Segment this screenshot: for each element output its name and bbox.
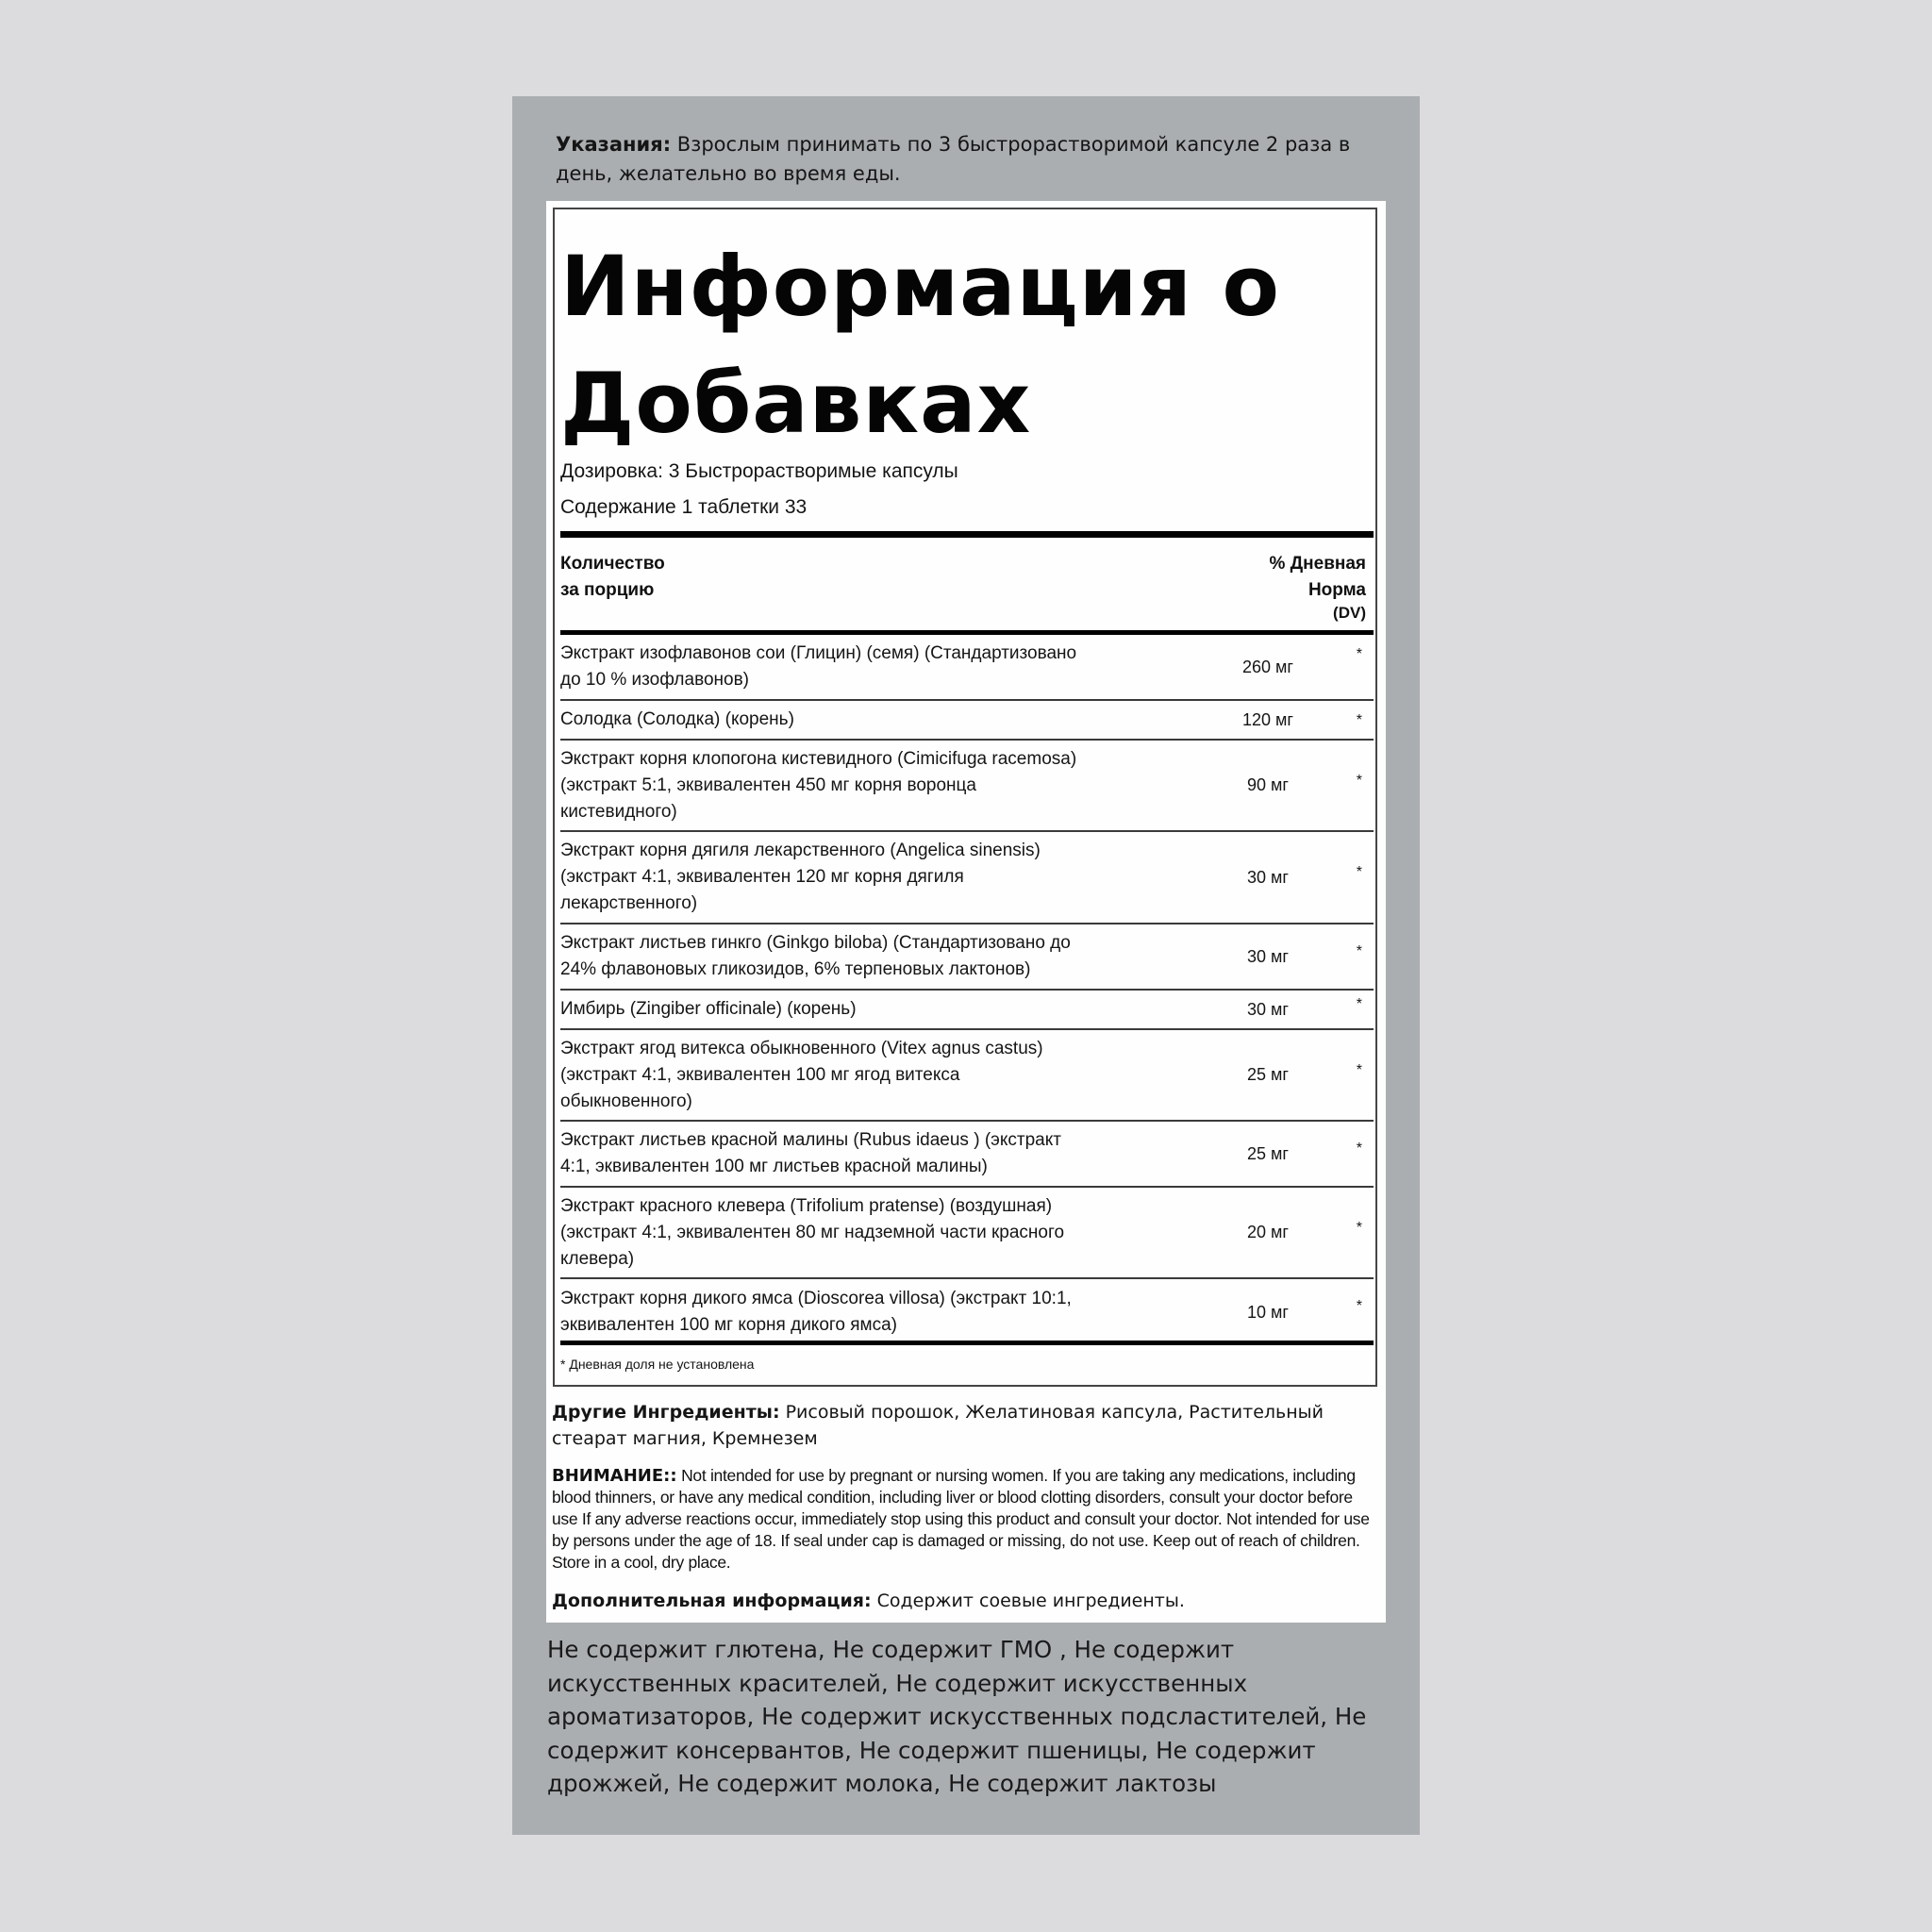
- ingredient-name: Экстракт листьев красной малины (Rubus idaeus ) (экстракт 4:1, эквивалентен 100 мг листьев красной малины): [560, 1130, 1061, 1176]
- ingredient-dv: *: [1356, 1141, 1362, 1157]
- ingredient-dv: *: [1356, 996, 1362, 1012]
- supplement-facts-card: [546, 201, 1386, 1623]
- ingredient-dv: *: [1356, 864, 1362, 880]
- header-left-line2: за порцию: [560, 580, 655, 600]
- table-row: [560, 1030, 1374, 1122]
- table-row: [560, 741, 1374, 832]
- directions-text: [556, 130, 1386, 189]
- daily-value-header: [1269, 551, 1366, 623]
- table-row: [560, 1279, 1374, 1345]
- ingredient-name: Имбирь (Zingiber officinale) (корень): [560, 999, 857, 1019]
- additional-info: [552, 1588, 1373, 1614]
- ingredient-dv: *: [1356, 646, 1362, 662]
- ingredient-name: Солодка (Солодка) (корень): [560, 709, 794, 729]
- ingredient-amount: 20 мг: [1247, 1223, 1289, 1241]
- daily-value-footnote: * Дневная доля не установлена: [560, 1357, 755, 1372]
- free-from-claims: Не содержит глютена, Не содержит ГМО , Не содержит искусственных красителей, Не содержит искусственных ароматизаторов, Не содержит искусственных подсластителей, Не содержит консервантов, Не содержит пшеницы, Не содержит дрожжей, Не содержит молока, Не содержит лактозы: [547, 1636, 1367, 1797]
- facts-title: Информация о Добавках: [560, 238, 1281, 452]
- other-ingredients-text: Рисовый порошок, Желатиновая капсула, Растительный стеарат магния, Кремнезем: [552, 1402, 1324, 1449]
- supplement-facts-box: [553, 208, 1377, 1387]
- additional-info-label: Дополнительная информация:: [552, 1591, 872, 1611]
- serving-size: Дозировка: 3 Быстрорастворимые капсулы: [560, 460, 958, 482]
- table-row: [560, 1122, 1374, 1188]
- ingredient-amount: 30 мг: [1247, 946, 1289, 966]
- ingredient-amount: 260 мг: [1242, 657, 1293, 676]
- table-row: [560, 991, 1374, 1030]
- warning-label: ВНИМАНИЕ::: [552, 1466, 677, 1486]
- ingredient-amount: 30 мг: [1247, 999, 1289, 1019]
- ingredient-name: Экстракт листьев гинкго (Ginkgo biloba) (Стандартизовано до 24% флавоновых гликозидов, 6% терпеновых лактонов): [560, 933, 1071, 979]
- ingredient-dv: *: [1356, 1220, 1362, 1236]
- ingredient-dv: *: [1356, 943, 1362, 959]
- warning-text: [552, 1465, 1378, 1574]
- ingredients-table: [560, 635, 1374, 1345]
- amount-per-serving-header: [560, 551, 665, 604]
- ingredient-name: Экстракт изофлавонов сои (Глицин) (семя) (Стандартизовано до 10 % изофлавонов): [560, 643, 1077, 690]
- other-ingredients-label: Другие Ингредиенты:: [552, 1402, 780, 1423]
- table-row: [560, 635, 1374, 701]
- ingredient-name: Экстракт красного клевера (Trifolium pratense) (воздушная) (экстракт 4:1, эквивалентен 80 мг надземной части красного клевера): [560, 1195, 1065, 1269]
- ingredient-amount: 30 мг: [1247, 867, 1289, 887]
- ingredient-amount: 90 мг: [1247, 775, 1289, 794]
- header-left-line1: Количество: [560, 554, 665, 574]
- ingredient-dv: *: [1356, 773, 1362, 789]
- ingredient-name: Экстракт корня дикого ямса (Dioscorea villosa) (экстракт 10:1, эквивалентен 100 мг корня дикого ямса): [560, 1289, 1072, 1335]
- table-row: [560, 1188, 1374, 1279]
- servings-per-container: Содержание 1 таблетки 33: [560, 496, 808, 518]
- directions-body: Взрослым принимать по 3 быстрорастворимой капсуле 2 раза в день, желательно во время еды.: [556, 133, 1351, 185]
- ingredient-amount: 10 мг: [1247, 1302, 1289, 1322]
- ingredient-dv: *: [1356, 1062, 1362, 1078]
- thick-divider-top: [560, 531, 1374, 538]
- ingredient-amount: 25 мг: [1247, 1143, 1289, 1163]
- header-right-line3: (DV): [1333, 604, 1366, 622]
- other-ingredients: [552, 1399, 1373, 1452]
- thick-divider-bottom: [560, 1341, 1374, 1345]
- ingredient-name: Экстракт ягод витекса обыкновенного (Vitex agnus castus) (экстракт 4:1, эквивалентен 100 мг ягод витекса обыкновенного): [560, 1038, 1043, 1111]
- ingredient-amount: 25 мг: [1247, 1065, 1289, 1084]
- additional-info-text: Содержит соевые ингредиенты.: [871, 1591, 1185, 1611]
- header-right-line1: % Дневная: [1269, 554, 1366, 574]
- ingredient-name: Экстракт корня клопогона кистевидного (Cimicifuga racemosa) (экстракт 5:1, эквивалентен 450 мг корня воронца кистевидного): [560, 748, 1077, 822]
- ingredient-amount: 120 мг: [1242, 709, 1293, 729]
- header-right-line2: Норма: [1307, 580, 1366, 600]
- warning-body: Not intended for use by pregnant or nursing women. If you are taking any medications, including blood thinners, or have any medical condition, including liver or blood clotting disorders, consult your doctor before use If any adverse reactions occur, immediately stop using this product and consult your doctor. Not intended for use by persons under the age of 18. If seal under cap is damaged or missing, do not use. Keep out of reach of children. Store in a cool, dry place.: [552, 1466, 1370, 1572]
- table-row: [560, 701, 1374, 741]
- table-row: [560, 832, 1374, 924]
- table-row: [560, 924, 1374, 991]
- ingredient-dv: *: [1356, 1298, 1362, 1314]
- ingredient-name: Экстракт корня дягиля лекарственного (Angelica sinensis) (экстракт 4:1, эквивалентен 120 мг корня дягиля лекарственного): [560, 841, 1041, 913]
- ingredient-dv: *: [1356, 712, 1362, 728]
- directions-label: Указания:: [556, 133, 672, 156]
